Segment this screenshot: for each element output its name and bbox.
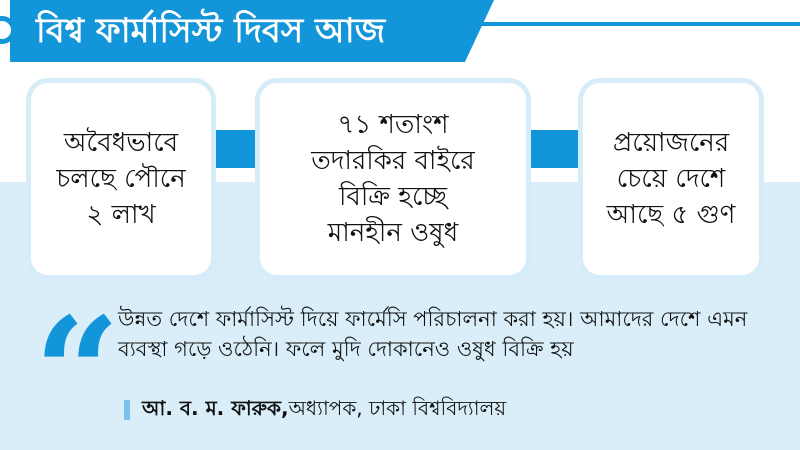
banner-title: বিশ্ব ফার্মাসিস্ট দিবস আজ xyxy=(36,11,386,51)
author-name: আ. ব. ম. ফারুক, xyxy=(142,395,289,420)
author-title: অধ্যাপক, ঢাকা বিশ্ববিদ্যালয় xyxy=(288,395,507,420)
card-connector xyxy=(210,130,260,168)
attribution-bar-icon xyxy=(124,400,130,420)
stat-card-text: প্রয়োজনের চেয়ে দেশে আছে ৫ গুণ xyxy=(606,128,736,230)
stat-card-unregulated xyxy=(255,78,531,280)
quote-text: উন্নত দেশে ফার্মাসিস্ট দিয়ে ফার্মেসি পরিচালনা করা হয়। আমাদের দেশে এমন ব্যবস্থা গড়ে ওঠেনি। ফলে মুদি দোকানেও ওষুধ বিক্রি হয় xyxy=(118,307,748,361)
quote-mark-icon: “ xyxy=(34,285,121,450)
top-divider-line xyxy=(462,22,800,26)
stat-card-text: অবৈধভাবে চলছে পৌনে ২ লাখ xyxy=(56,128,186,230)
quote-attribution xyxy=(124,396,506,424)
stat-card-text: ৭১ শতাংশ তদারকির বাইরে বিক্রি হচ্ছে মানহীন ওষুধ xyxy=(311,110,475,248)
stat-card-illegal xyxy=(26,78,216,280)
card-connector xyxy=(525,130,585,168)
stat-card-surplus xyxy=(578,78,764,280)
